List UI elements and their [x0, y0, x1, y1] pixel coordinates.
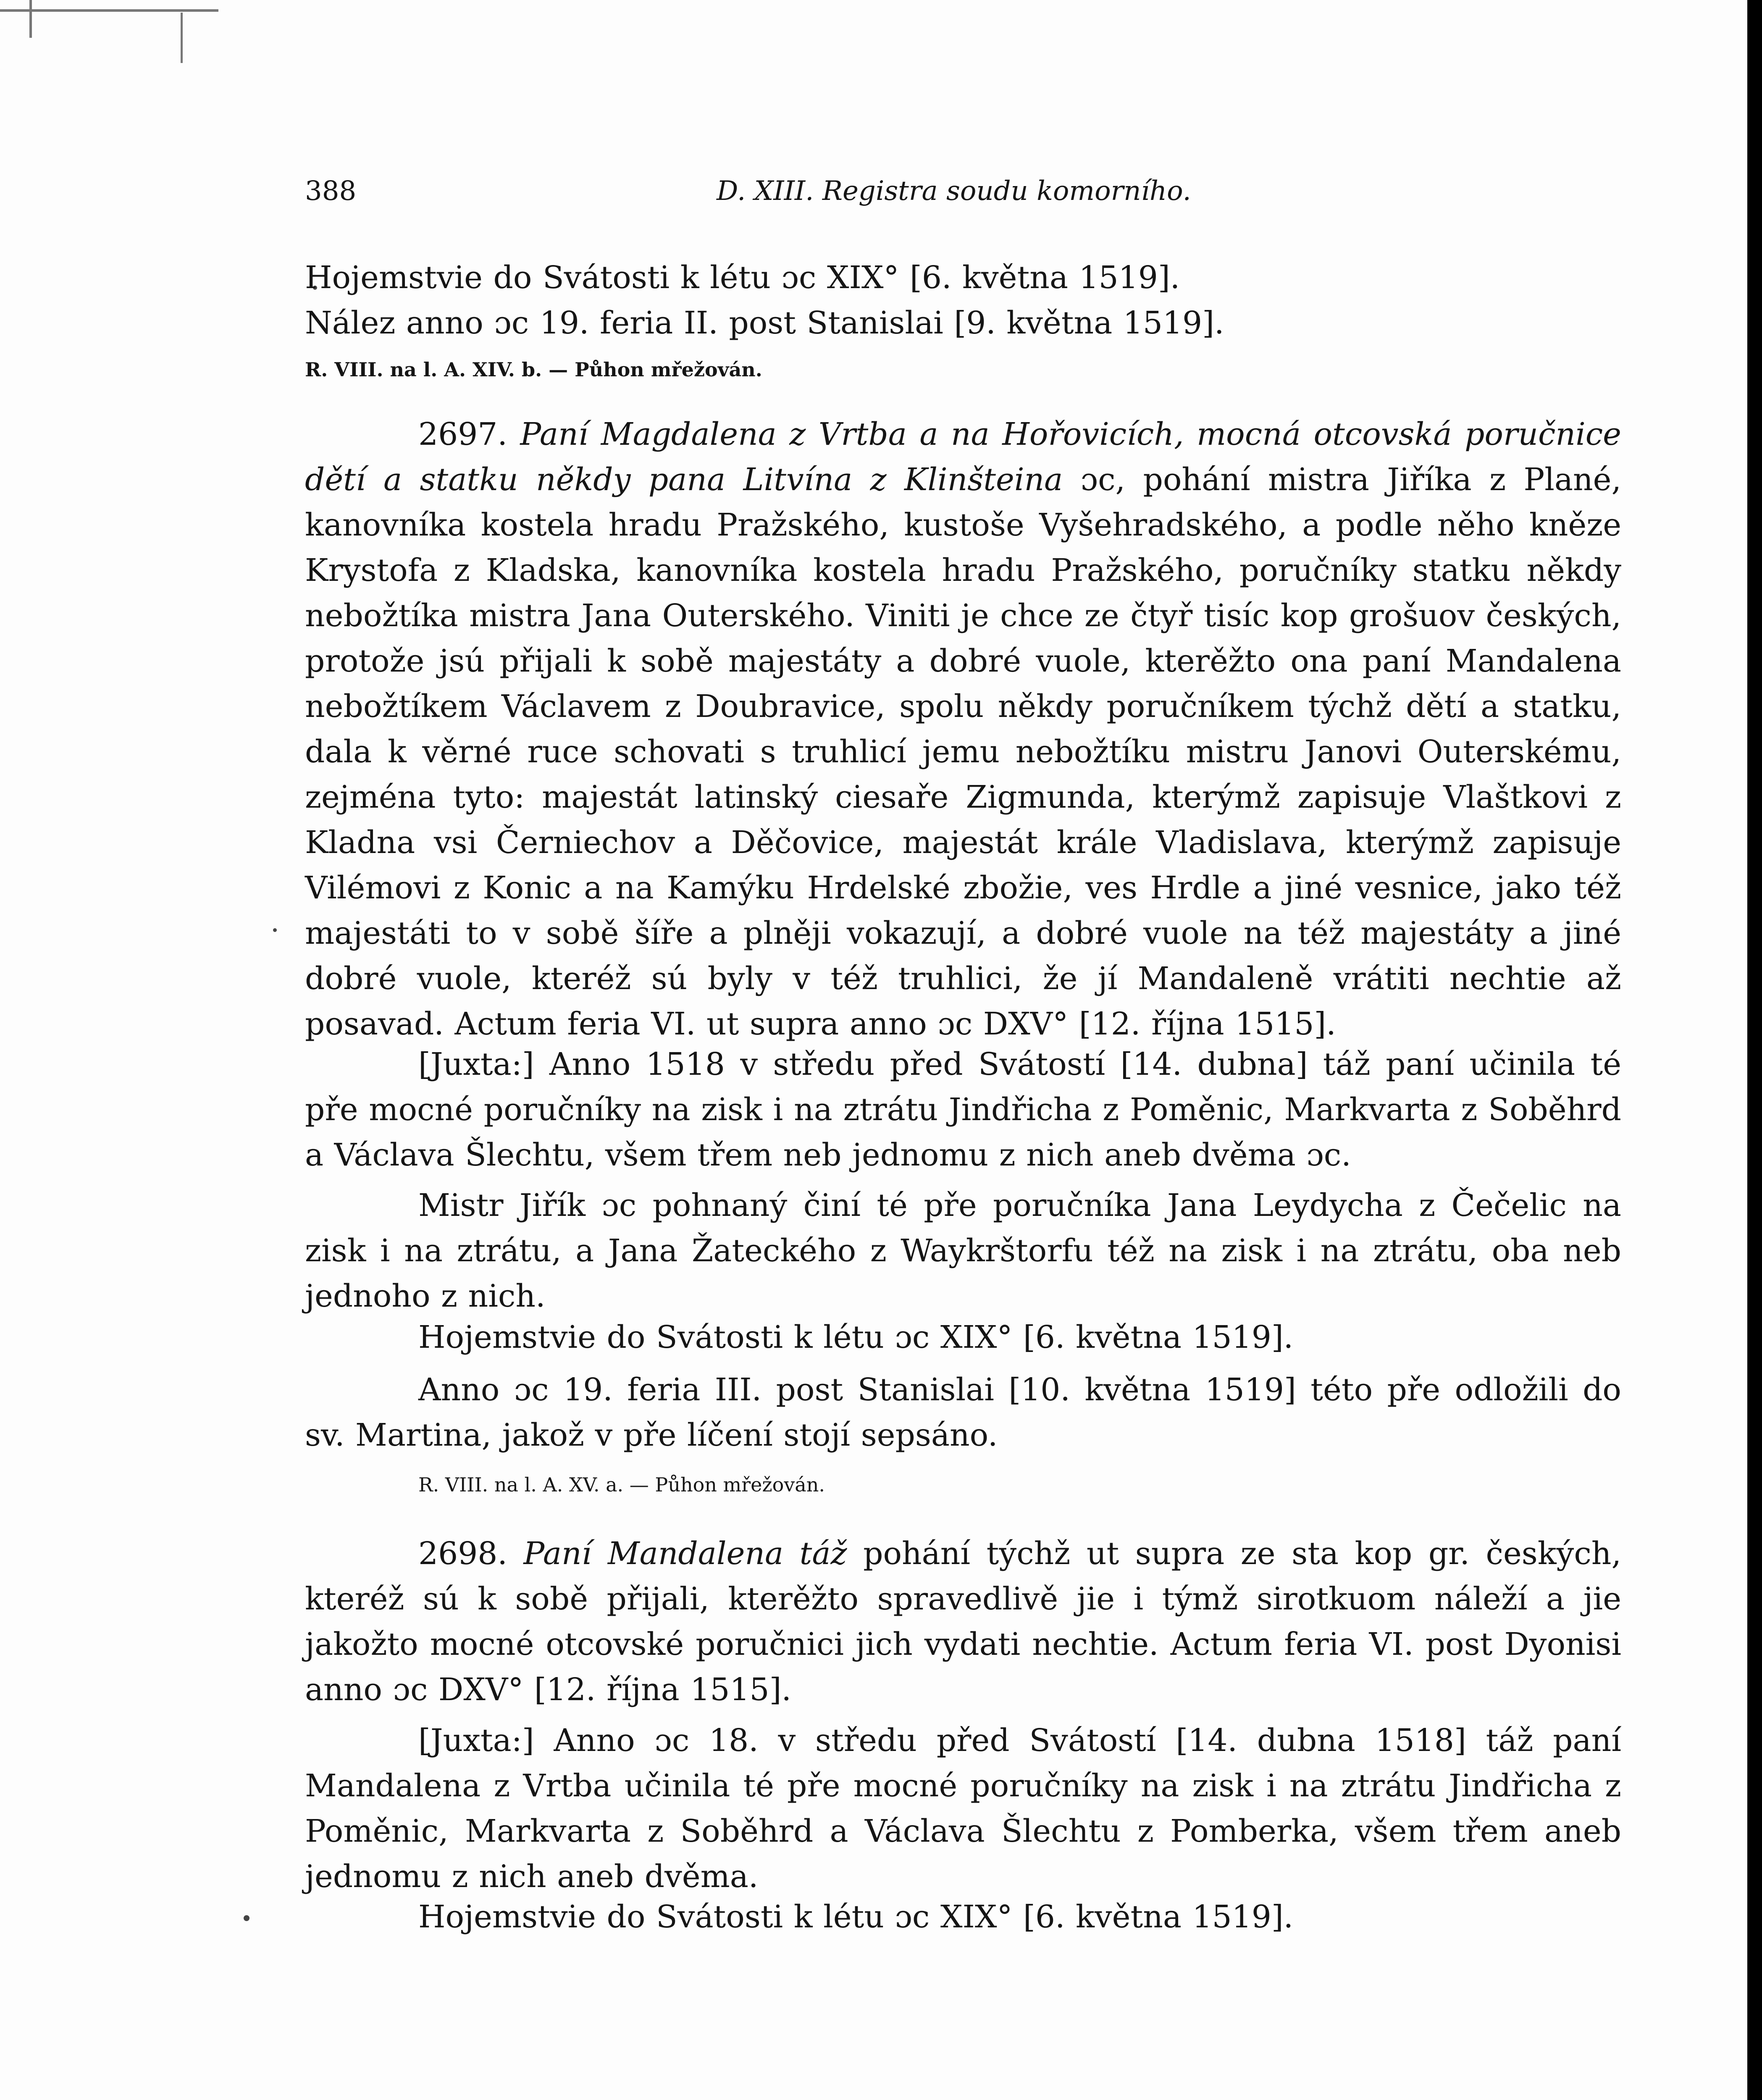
scan-artifact-left	[29, 0, 32, 38]
entry-2697-italic-lead: Paní Magdalena z Vrtba a na Hořovicích, mocná otcovská poručnice dětí a statku někdy pana Litvína z Klinšteina	[305, 416, 1621, 498]
entry-2698-body: pohání týchž ut supra ze sta kop gr. českých, kteréž sú k sobě přijali, kterěžto spravedlivě jie i týmž sirotkuom náleží a jie jakožto mocné otcovské poručnici jich vydati nechtie. Actum feria VI. post Dyonisi anno ɔc DXV° [12. října 1515].	[305, 1536, 1621, 1708]
entry-2697-hojemstvie: Hojemstvie do Svátosti k létu ɔc XIX° [6. května 1519].	[418, 1319, 1294, 1355]
margin-dot-2	[273, 928, 277, 932]
entry-2697-juxta: [Juxta:] Anno 1518 v středu před Svátostí [14. dubna] táž paní učinila té pře mocné poručníky na zisk i na ztrátu Jindřicha z Poměnic, Markvarta z Soběhrd a Václava Šlechtu, všem třem neb jednomu z nich aneb dvěma ɔc.	[305, 1046, 1621, 1173]
entry-2697-anno: Anno ɔc 19. feria III. post Stanislai [10. května 1519] této pře odložili do sv. Martina, jakož v pře líčení stojí sepsáno.	[305, 1372, 1621, 1453]
entry-2697-main	[305, 412, 1621, 1047]
entry-2698-main	[305, 1531, 1621, 1712]
entry-2698-hojemstvie: Hojemstvie do Svátosti k létu ɔc XIX° [6. května 1519].	[418, 1899, 1294, 1935]
reference-note-2: R. VIII. na l. A. XV. a. — Půhon mřežován.	[418, 1473, 825, 1496]
entry-2698-number: 2698.	[418, 1536, 507, 1572]
nalez-line-1: Nález anno ɔc 19. feria II. post Stanislai [9. května 1519].	[305, 305, 1224, 341]
entry-2698-juxta: [Juxta:] Anno ɔc 18. v středu před Svátostí [14. dubna 1518] táž paní Mandalena z Vrtba učinila té pře mocné poručníky na zisk i na ztrátu Jindřicha z Poměnic, Markvarta z Soběhrd a Václava Šlechtu z Pomberka, všem třem aneb jednomu z nich aneb dvěma.	[305, 1722, 1621, 1895]
entry-2697-mistr: Mistr Jiřík ɔc pohnaný činí té pře poručníka Jana Leydycha z Čečelic na zisk i na ztrátu, a Jana Žateckého z Waykrštorfu též na zisk i na ztrátu, oba neb jednoho z nich.	[305, 1187, 1621, 1314]
running-title: D. XIII. Registra soudu komorního.	[717, 176, 1191, 207]
reference-note-1: R. VIII. na l. A. XIV. b. — Půhon mřežován.	[305, 358, 762, 381]
entry-2697-number: 2697.	[418, 416, 507, 452]
hojemstvie-line-1: Hojemstvie do Svátosti k létu ɔc XIX° [6. května 1519].	[305, 260, 1180, 296]
scan-artifact-mark	[181, 13, 183, 63]
margin-dot-3	[244, 1915, 249, 1921]
page-number: 388	[305, 176, 357, 207]
entry-2698-italic-lead: Paní Mandalena táž	[523, 1536, 847, 1572]
entry-2697-body: ɔc, pohání mistra Jiříka z Plané, kanovníka kostela hradu Pražského, kustoše Vyšehradského, a podle něho kněze Krystofa z Kladska, kanovníka kostela hradu Pražského, poručníky statku někdy nebožtíka mistra Jana Outerského. Viniti je chce ze čtyř tisíc kop grošuov českých, protože jsú přijali k sobě majestáty a dobré vuole, kterěžto ona paní Mandalena nebožtíkem Václavem z Doubravice, spolu někdy poručníkem týchž dětí a statku, dala k věrné ruce schovati s truhlicí jemu nebožtíku mistru Janovi Outerskému, zejména tyto: majestát latinský ciesaře Zigmunda, kterýmž zapisuje Vlaštkovi z Kladna vsi Černiechov a Děčovice, majestát krále Vladislava, kterýmž zapisuje Vilémovi z Konic a na Kamýku Hrdelské zbožie, ves Hrdle a jiné vesnice, jako též majestáti to v sobě šíře a plněji vokazují, a dobré vuole na též majestáty a jiné dobré vuole, kteréž sú byly v též truhlici, že jí Mandaleně vrátiti nechtie až posavad. Actum feria VI. ut supra anno ɔc DXV° [12. října 1515].	[305, 462, 1621, 1042]
page-header	[305, 176, 1621, 222]
scan-border-right	[1747, 0, 1762, 2100]
scan-artifact-top	[0, 9, 218, 12]
